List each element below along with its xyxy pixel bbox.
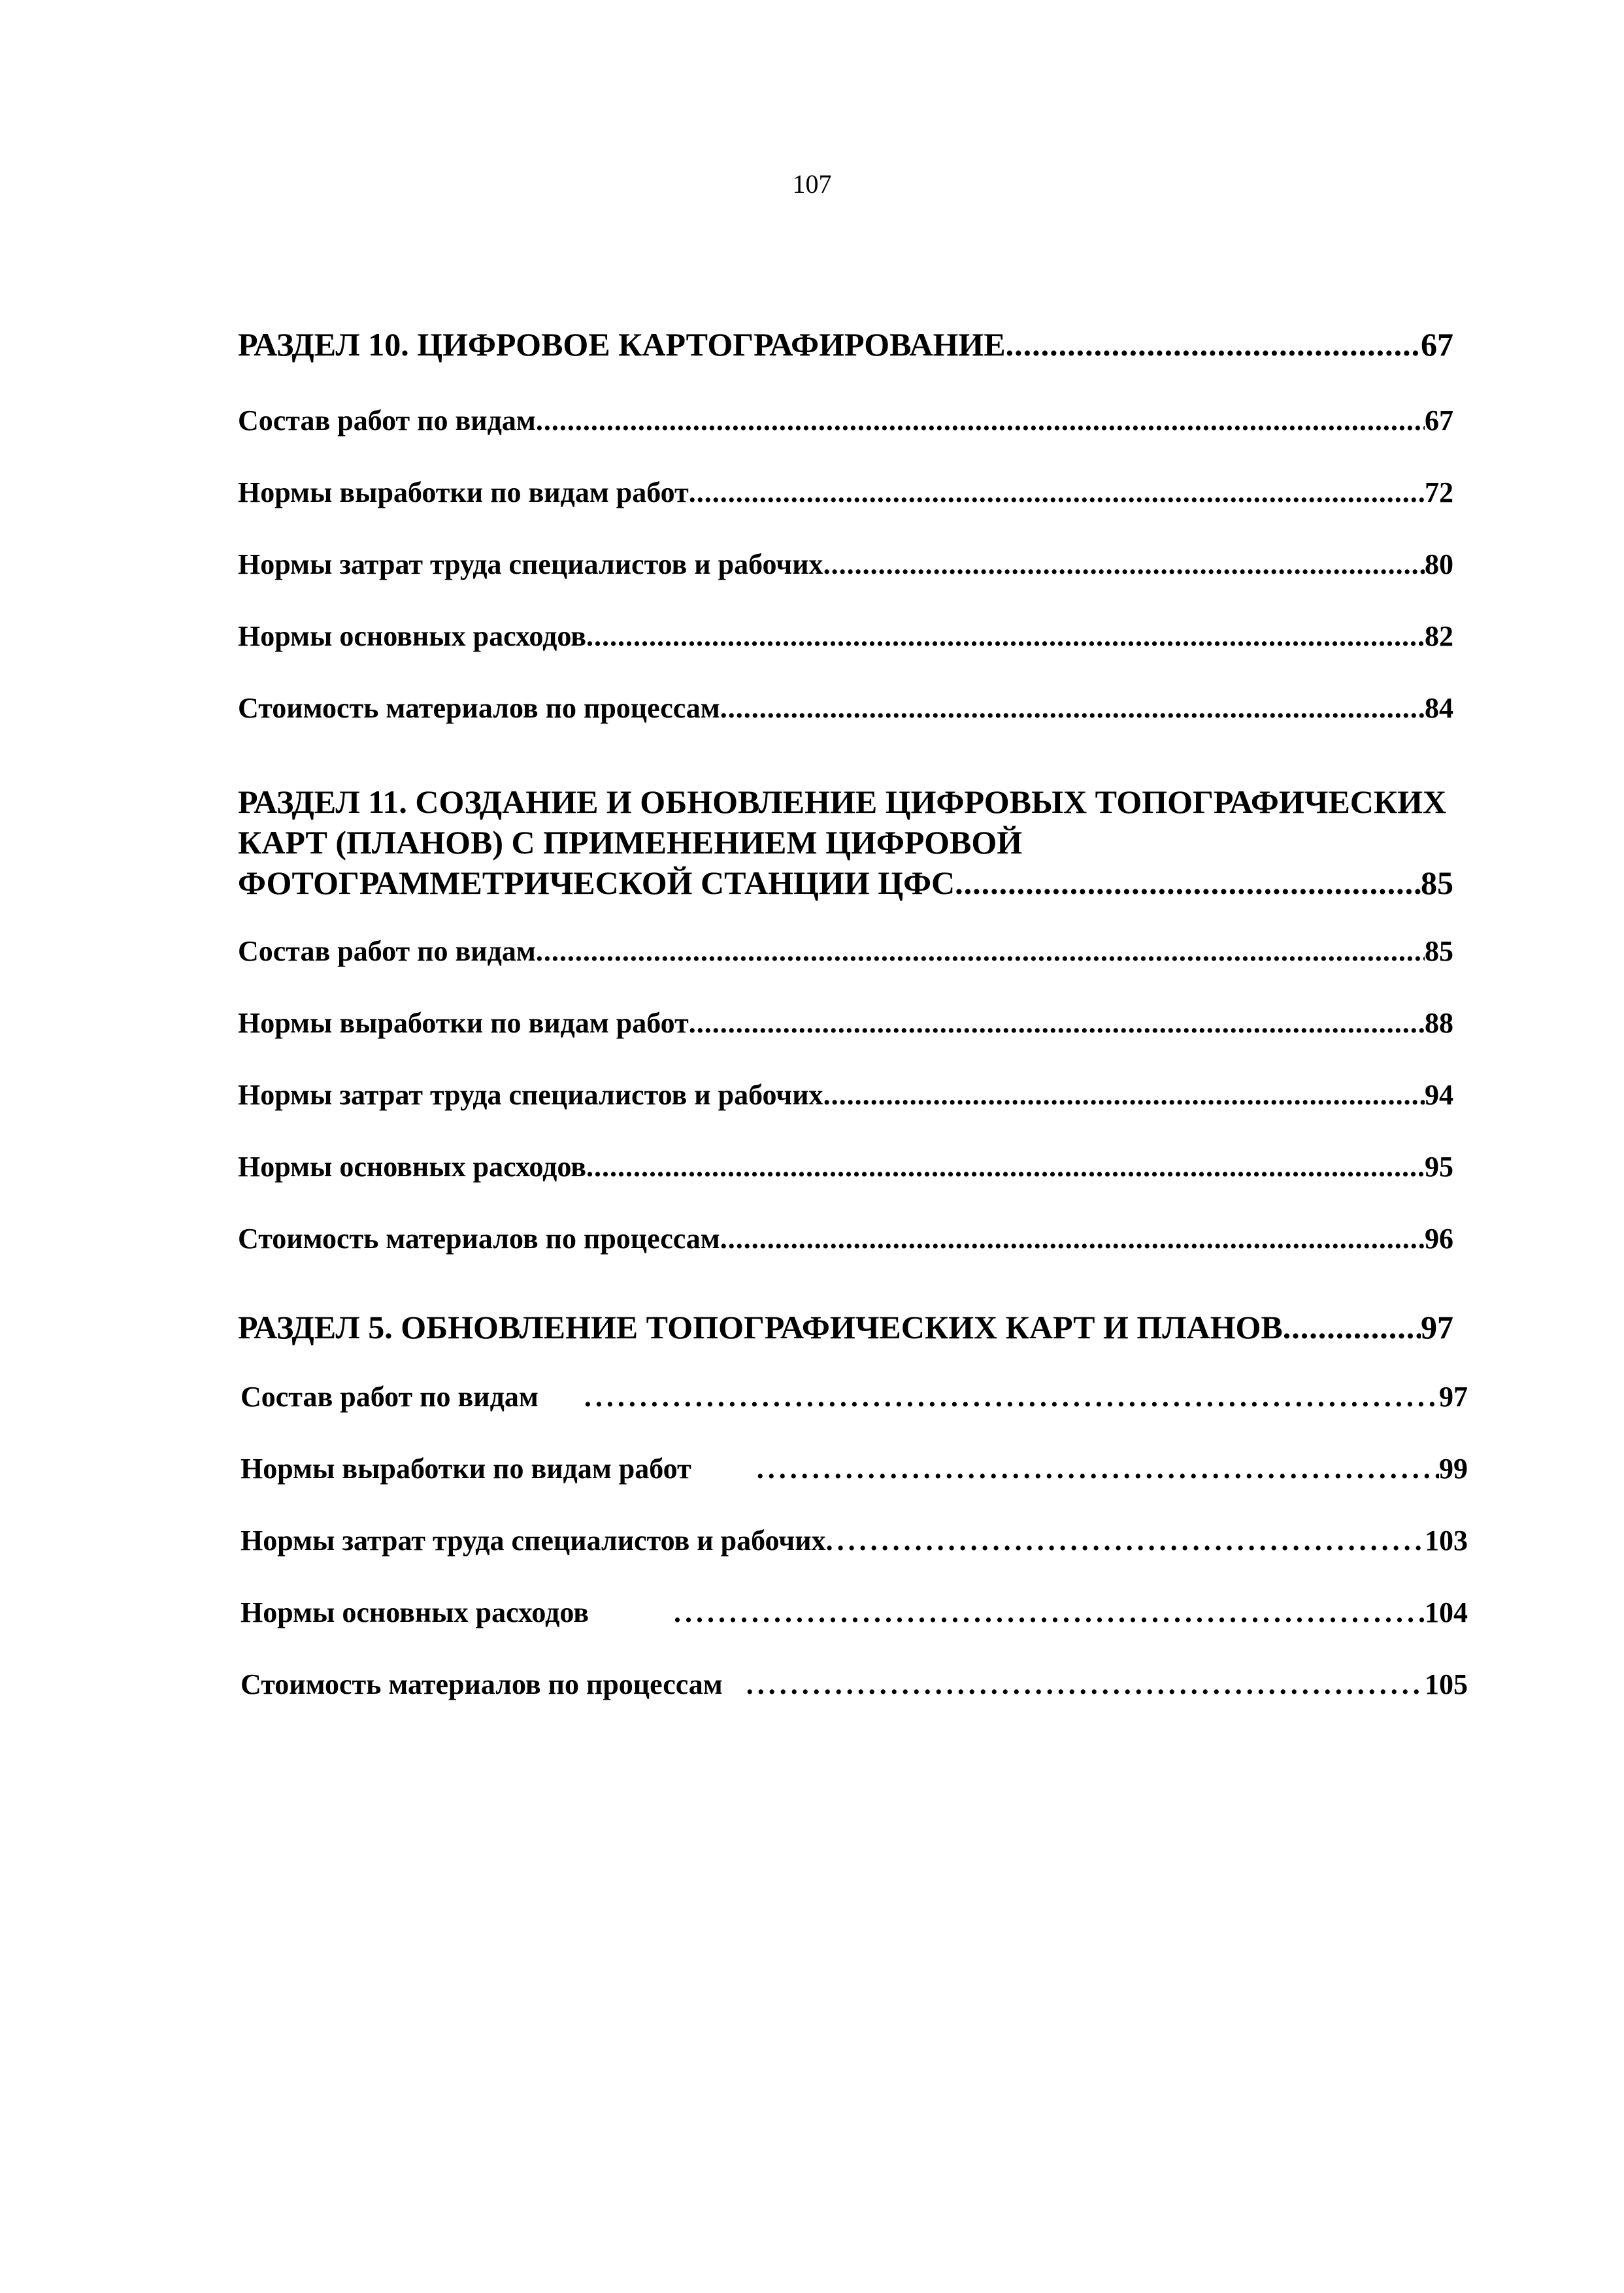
toc-item[interactable] xyxy=(238,1222,1453,1255)
dot-leader xyxy=(823,1078,1425,1112)
toc-item-page: 88 xyxy=(1425,1007,1453,1039)
toc-item-page: 96 xyxy=(1425,1223,1453,1255)
dot-leader xyxy=(1283,1308,1421,1346)
dot-leader xyxy=(586,1150,1425,1183)
dot-leader xyxy=(757,1452,1439,1485)
toc-item[interactable] xyxy=(238,619,1453,653)
toc-item[interactable] xyxy=(238,404,1453,437)
toc-section-10[interactable] xyxy=(238,325,1453,363)
toc-item-label: Нормы затрат труда специалистов и рабочих xyxy=(240,1525,826,1557)
dot-leader xyxy=(536,934,1425,968)
dot-leader xyxy=(746,1668,1425,1701)
toc-item-label: Нормы выработки по видам работ xyxy=(240,1453,691,1485)
toc-item-label: Нормы выработки по видам работ xyxy=(238,1007,689,1039)
toc-item-page: 105 xyxy=(1425,1668,1468,1700)
toc-item-page: 99 xyxy=(1439,1453,1468,1485)
dot-leader xyxy=(586,619,1425,653)
dot-leader xyxy=(1006,325,1421,363)
toc-item[interactable] xyxy=(240,1380,1468,1413)
toc-item-page: 94 xyxy=(1425,1079,1453,1111)
dot-leader xyxy=(689,1006,1425,1040)
toc-item-label: Нормы основных расходов xyxy=(238,1151,587,1183)
dot-leader xyxy=(955,863,1421,903)
toc-item[interactable] xyxy=(240,1452,1468,1485)
toc-item-page: 82 xyxy=(1425,620,1453,652)
toc-item-page: 97 xyxy=(1439,1381,1468,1413)
toc-section-5-title: РАЗДЕЛ 5. ОБНОВЛЕНИЕ ТОПОГРАФИЧЕСКИХ КАРТ И ПЛАНОВ xyxy=(238,1309,1283,1345)
toc-section-10-title: РАЗДЕЛ 10. ЦИФРОВОЕ КАРТОГРАФИРОВАНИЕ xyxy=(238,326,1006,363)
toc-item[interactable] xyxy=(238,1006,1453,1040)
toc-item-page: 80 xyxy=(1425,548,1453,580)
toc-item-page: 72 xyxy=(1425,476,1453,508)
toc-item[interactable] xyxy=(238,934,1453,968)
toc-item-label: Стоимость материалов по процессам xyxy=(240,1668,723,1700)
toc-section-11-title-line3: ФОТОГРАММЕТРИЧЕСКОЙ СТАНЦИИ ЦФС xyxy=(238,865,955,901)
toc-section-5-page: 97 xyxy=(1421,1309,1453,1345)
toc-item-page: 84 xyxy=(1425,692,1453,724)
dot-leader xyxy=(584,1380,1439,1413)
dot-leader xyxy=(720,691,1425,725)
toc-item-label: Нормы затрат труда специалистов и рабочих xyxy=(238,548,823,580)
toc-section-11-page: 85 xyxy=(1421,865,1453,901)
toc-item-label: Нормы основных расходов xyxy=(240,1596,589,1628)
toc-item-label: Стоимость материалов по процессам xyxy=(238,692,720,724)
toc-section-10-page: 67 xyxy=(1421,326,1453,363)
toc-section-11[interactable] xyxy=(238,782,1453,903)
toc-item-page: 67 xyxy=(1425,404,1453,437)
dot-leader xyxy=(689,476,1425,509)
toc-item-page: 104 xyxy=(1425,1596,1468,1628)
toc-item[interactable] xyxy=(238,476,1453,509)
toc-item[interactable] xyxy=(238,548,1453,581)
toc-item[interactable] xyxy=(240,1668,1468,1701)
toc-item-label: Стоимость материалов по процессам xyxy=(238,1223,720,1255)
toc-item-label: Состав работ по видам xyxy=(240,1381,539,1413)
toc-item-label: Состав работ по видам xyxy=(238,404,536,437)
toc-item[interactable] xyxy=(240,1524,1468,1557)
toc-section-5[interactable] xyxy=(238,1308,1453,1346)
dot-leader xyxy=(536,404,1425,437)
toc-item-page: 95 xyxy=(1425,1151,1453,1183)
dot-leader xyxy=(720,1222,1425,1255)
page-number: 107 xyxy=(792,169,832,199)
toc-item[interactable] xyxy=(238,1078,1453,1112)
toc-item-page: 103 xyxy=(1425,1525,1468,1557)
toc-item[interactable] xyxy=(240,1596,1468,1629)
toc-item[interactable] xyxy=(238,1150,1453,1183)
dot-leader xyxy=(823,548,1425,581)
toc-section-11-title-line2: КАРТ (ПЛАНОВ) С ПРИМЕНЕНИЕМ ЦИФРОВОЙ xyxy=(238,824,1023,861)
dot-leader xyxy=(674,1596,1425,1629)
toc-item-label: Нормы выработки по видам работ xyxy=(238,476,689,508)
toc-item-label: Нормы основных расходов xyxy=(238,620,587,652)
dot-leader xyxy=(826,1524,1425,1557)
toc-item-page: 85 xyxy=(1425,935,1453,967)
toc-item-label: Нормы затрат труда специалистов и рабочих xyxy=(238,1079,823,1111)
toc-section-11-title-line1: РАЗДЕЛ 11. СОЗДАНИЕ И ОБНОВЛЕНИЕ ЦИФРОВЫХ ТОПОГРАФИЧЕСКИХ xyxy=(238,784,1447,820)
toc-item[interactable] xyxy=(238,691,1453,725)
toc-item-label: Состав работ по видам xyxy=(238,935,536,967)
